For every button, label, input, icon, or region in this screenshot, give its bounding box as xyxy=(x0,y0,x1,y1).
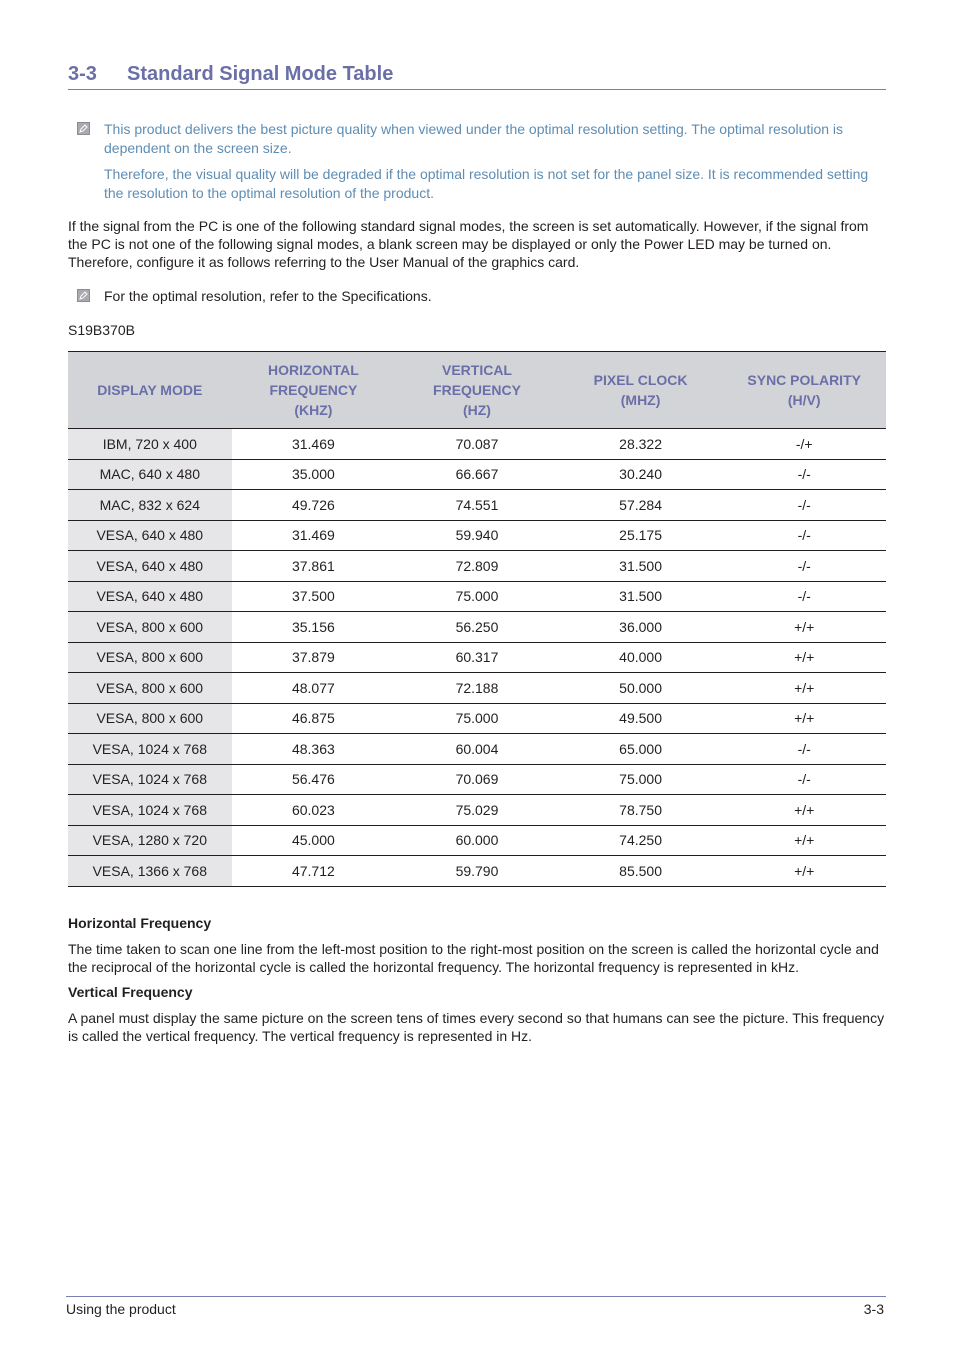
intro-paragraph: If the signal from the PC is one of the following standard signal modes, the screen is set automatically. However, if the signal from the PC is not one of the following signal modes, a blank screen may be displayed or only the Power LED may be turned on. Therefore, configure it as follows referring to the User Manual of the graphics card. xyxy=(68,218,869,270)
table-cell: 35.000 xyxy=(232,459,396,490)
table-row xyxy=(68,856,886,887)
note-icon xyxy=(77,122,90,135)
table-cell: 60.317 xyxy=(395,642,559,673)
table-cell: -/- xyxy=(722,520,886,551)
column-header xyxy=(395,352,559,429)
table-body xyxy=(68,429,886,887)
display-mode-cell: VESA, 1024 x 768 xyxy=(68,795,232,826)
column-header-line: FREQUENCY xyxy=(433,382,521,398)
table-cell: 66.667 xyxy=(395,459,559,490)
table-cell: +/+ xyxy=(722,673,886,704)
section-number: 3-3 xyxy=(68,63,97,85)
table-cell: 35.156 xyxy=(232,612,396,643)
column-header-line: PIXEL CLOCK xyxy=(593,372,688,388)
table-cell: 31.469 xyxy=(232,520,396,551)
section-title xyxy=(68,60,886,90)
table-cell: 37.879 xyxy=(232,642,396,673)
table-cell: 59.790 xyxy=(395,856,559,887)
column-header-line: (HZ) xyxy=(462,402,491,418)
display-mode-cell: VESA, 800 x 600 xyxy=(68,612,232,643)
table-cell: 60.004 xyxy=(395,734,559,765)
signal-mode-table xyxy=(68,351,886,887)
column-header-line: FREQUENCY xyxy=(269,382,358,398)
display-mode-cell: VESA, 640 x 480 xyxy=(68,520,232,551)
display-mode-cell: VESA, 1024 x 768 xyxy=(68,734,232,765)
table-cell: 37.500 xyxy=(232,581,396,612)
table-cell: +/+ xyxy=(722,795,886,826)
display-mode-cell: VESA, 1024 x 768 xyxy=(68,764,232,795)
table-cell: 75.000 xyxy=(395,703,559,734)
section-text-vertical: A panel must display the same picture on the screen tens of times every second so that humans can see the picture. This frequency is called the vertical frequency. The vertical frequency is represented in Hz. xyxy=(68,1010,885,1044)
table-row xyxy=(68,612,886,643)
table-row xyxy=(68,642,886,673)
table-cell: 40.000 xyxy=(559,642,723,673)
table-cell: -/- xyxy=(722,459,886,490)
column-header-line: (KHZ) xyxy=(294,402,333,418)
table-cell: +/+ xyxy=(722,642,886,673)
section-heading-horizontal: Horizontal Frequency xyxy=(68,915,212,931)
table-cell: 47.712 xyxy=(232,856,396,887)
footer-chapter: Using the product xyxy=(66,1301,176,1317)
display-mode-cell: VESA, 800 x 600 xyxy=(68,703,232,734)
column-header-line: DISPLAY MODE xyxy=(97,382,203,398)
note-icon xyxy=(77,289,90,302)
table-row xyxy=(68,551,886,582)
table-cell: -/- xyxy=(722,581,886,612)
column-header-line: HORIZONTAL xyxy=(268,362,359,378)
table-cell: 31.500 xyxy=(559,551,723,582)
table-cell: 37.861 xyxy=(232,551,396,582)
table-cell: -/- xyxy=(722,764,886,795)
table-cell: 36.000 xyxy=(559,612,723,643)
table-row xyxy=(68,703,886,734)
table-cell: 57.284 xyxy=(559,490,723,521)
display-mode-cell: MAC, 640 x 480 xyxy=(68,459,232,490)
table-cell: -/- xyxy=(722,734,886,765)
table-cell: 45.000 xyxy=(232,825,396,856)
table-cell: 75.000 xyxy=(395,581,559,612)
table-row xyxy=(68,795,886,826)
table-row xyxy=(68,490,886,521)
display-mode-cell: VESA, 1280 x 720 xyxy=(68,825,232,856)
table-cell: 28.322 xyxy=(559,429,723,460)
table-cell: 48.363 xyxy=(232,734,396,765)
table-cell: 72.188 xyxy=(395,673,559,704)
table-cell: 60.000 xyxy=(395,825,559,856)
table-cell: 75.029 xyxy=(395,795,559,826)
note-paragraph: This product delivers the best picture quality when viewed under the optimal resolution setting. The optimal resolution is dependent on the screen size. xyxy=(104,121,844,156)
table-row xyxy=(68,459,886,490)
page-number: 3-3 xyxy=(863,1301,884,1317)
table-cell: 56.476 xyxy=(232,764,396,795)
column-header xyxy=(559,352,723,429)
table-cell: 49.726 xyxy=(232,490,396,521)
column-header xyxy=(722,352,886,429)
section-title-text: Standard Signal Mode Table xyxy=(127,63,394,85)
table-cell: 72.809 xyxy=(395,551,559,582)
display-mode-cell: VESA, 640 x 480 xyxy=(68,581,232,612)
column-header-line: (MHZ) xyxy=(620,392,661,408)
table-row xyxy=(68,734,886,765)
table-cell: 30.240 xyxy=(559,459,723,490)
section-heading-vertical: Vertical Frequency xyxy=(68,984,193,1000)
section-text-horizontal: The time taken to scan one line from the left-most position to the right-most position on the screen is called the horizontal cycle and the reciprocal of the horizontal cycle is called the horizontal frequency. The horizontal frequency is represented in kHz. xyxy=(68,941,879,975)
table-row xyxy=(68,581,886,612)
table-cell: 46.875 xyxy=(232,703,396,734)
table-cell: 75.000 xyxy=(559,764,723,795)
display-mode-cell: IBM, 720 x 400 xyxy=(68,429,232,460)
table-row xyxy=(68,520,886,551)
display-mode-cell: MAC, 832 x 624 xyxy=(68,490,232,521)
table-cell: -/- xyxy=(722,551,886,582)
table-cell: 48.077 xyxy=(232,673,396,704)
table-header-row xyxy=(68,352,886,429)
table-cell: 50.000 xyxy=(559,673,723,704)
column-header-line: (H/V) xyxy=(787,392,821,408)
table-cell: 74.250 xyxy=(559,825,723,856)
column-header xyxy=(68,352,232,429)
table-cell: 31.469 xyxy=(232,429,396,460)
table-cell: +/+ xyxy=(722,825,886,856)
table-cell: 78.750 xyxy=(559,795,723,826)
model-name: S19B370B xyxy=(68,322,135,338)
table-cell: 60.023 xyxy=(232,795,396,826)
display-mode-cell: VESA, 1366 x 768 xyxy=(68,856,232,887)
display-mode-cell: VESA, 800 x 600 xyxy=(68,673,232,704)
footer-divider xyxy=(66,1296,886,1297)
table-cell: 85.500 xyxy=(559,856,723,887)
display-mode-cell: VESA, 800 x 600 xyxy=(68,642,232,673)
table-cell: +/+ xyxy=(722,612,886,643)
column-header-line: VERTICAL xyxy=(441,362,512,378)
column-header-line: SYNC POLARITY xyxy=(747,372,861,388)
table-cell: 70.087 xyxy=(395,429,559,460)
table-row xyxy=(68,825,886,856)
column-header xyxy=(232,352,396,429)
table-cell: 74.551 xyxy=(395,490,559,521)
table-cell: 56.250 xyxy=(395,612,559,643)
table-cell: 25.175 xyxy=(559,520,723,551)
table-row xyxy=(68,429,886,460)
table-row xyxy=(68,764,886,795)
table-cell: 49.500 xyxy=(559,703,723,734)
note-paragraph: Therefore, the visual quality will be degraded if the optimal resolution is not set for the panel size. It is recommended setting the resolution to the optimal resolution of the product. xyxy=(104,166,869,201)
note-paragraph: For the optimal resolution, refer to the Specifications. xyxy=(104,288,432,304)
table-row xyxy=(68,673,886,704)
table-cell: -/- xyxy=(722,490,886,521)
table-cell: 59.940 xyxy=(395,520,559,551)
display-mode-cell: VESA, 640 x 480 xyxy=(68,551,232,582)
table-cell: +/+ xyxy=(722,856,886,887)
table-cell: +/+ xyxy=(722,703,886,734)
table-cell: 65.000 xyxy=(559,734,723,765)
table-cell: 31.500 xyxy=(559,581,723,612)
table-cell: -/+ xyxy=(722,429,886,460)
table-cell: 70.069 xyxy=(395,764,559,795)
